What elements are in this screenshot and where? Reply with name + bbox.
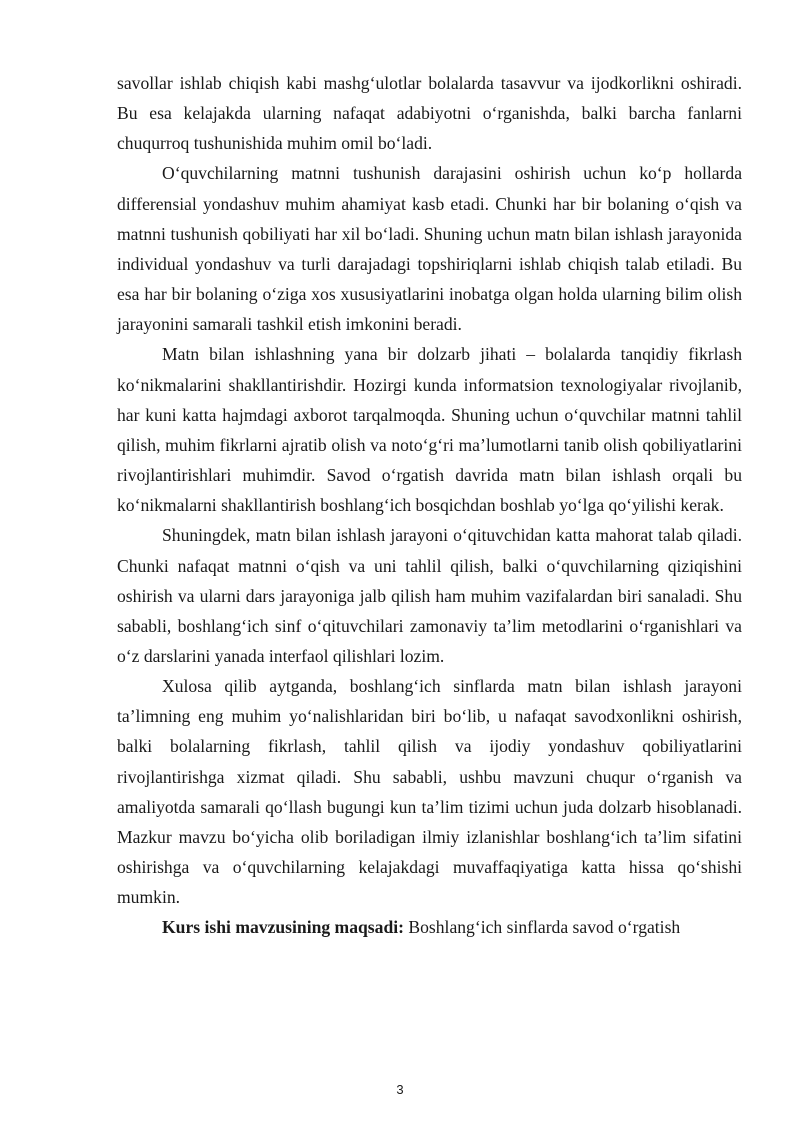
- paragraph-conclusion: Xulosa qilib aytganda, boshlang‘ich sinflarda matn bilan ishlash jarayoni ta’limning eng muhim yo‘nalishlaridan biri bo‘lib, u nafaqat savodxonlikni oshirish, balki bolalarning fikrlash, tahlil qilish va ijodiy yondashuv qobiliyatlarini rivojlantirishga xizmat qiladi. Shu sababli, ushbu mavzuni chuqur o‘rganish va amaliyotda samarali qo‘llash bugungi kun ta’lim tizimi uchun juda dolzarb hisoblanadi. Mazkur mavzu bo‘yicha olib boriladigan ilmiy izlanishlar boshlang‘ich ta’lim sifatini oshirishga va o‘quvchilarning kelajakdagi muvaffaqiyatiga katta hissa qo‘shishi mumkin.: [117, 676, 742, 908]
- page-number: 3: [396, 1082, 404, 1097]
- document-page: [117, 68, 742, 943]
- paragraph-critical-thinking: Matn bilan ishlashning yana bir dolzarb jihati – bolalarda tanqidiy fikrlash ko‘nikmalarini shakllantirishdir. Hozirgi kunda informatsion texnologiyalar rivojlanib, har kuni katta hajmdagi axborot tarqalmoqda. Shuning uchun o‘quvchilar matnni tahlil qilish, muhim fikrlarni ajratib olish va noto‘g‘ri ma’lumotlarni tanib olish qobiliyatlarini rivojlantirishlari muhimdir. Savod o‘rgatish davrida matn bilan ishlash orqali bu ko‘nikmalarni shakllantirish boshlang‘ich bosqichdan boshlab yo‘lga qo‘yilishi kerak.: [117, 344, 742, 516]
- paragraph-differential-approach: O‘quvchilarning matnni tushunish darajasini oshirish uchun ko‘p hollarda differensial yondashuv muhim ahamiyat kasb etadi. Chunki har bir bolaning o‘qish va matnni tushunish qobiliyati har xil bo‘ladi. Shuning uchun matn bilan ishlash jarayonida individual yondashuv va turli darajadagi topshiriqlarni ishlab chiqish talab etiladi. Bu esa har bir bolaning o‘ziga xos xususiyatlarini inobatga olgan holda ularning bilim olish jarayonini samarali tashkil etish imkonini beradi.: [117, 163, 742, 335]
- course-goal-text: Boshlang‘ich sinflarda savod o‘rgatish: [403, 917, 681, 938]
- course-goal-heading: Kurs ishi mavzusining maqsadi:: [162, 917, 404, 938]
- paragraph-teacher-skill: Shuningdek, matn bilan ishlash jarayoni o‘qituvchidan katta mahorat talab qiladi. Chunki nafaqat matnni o‘qish va uni tahlil qilish, balki o‘quvchilarning qiziqishini oshirish va ularni dars jarayoniga jalb qilish ham muhim vazifalardan biri sanaladi. Shu sababli, boshlang‘ich sinf o‘qituvchilari zamonaviy ta’lim metodlarini o‘rganishlari va o‘z darslarini yanada interfaol qilishlari lozim.: [117, 525, 742, 666]
- paragraph-continuation: savollar ishlab chiqish kabi mashg‘ulotlar bolalarda tasavvur va ijodkorlikni oshiradi. Bu esa kelajakda ularning nafaqat adabiyotni o‘rganishda, balki barcha fanlarni chuqurroq tushunishida muhim omil bo‘ladi.: [117, 73, 742, 154]
- paragraph-course-goal: [117, 912, 742, 942]
